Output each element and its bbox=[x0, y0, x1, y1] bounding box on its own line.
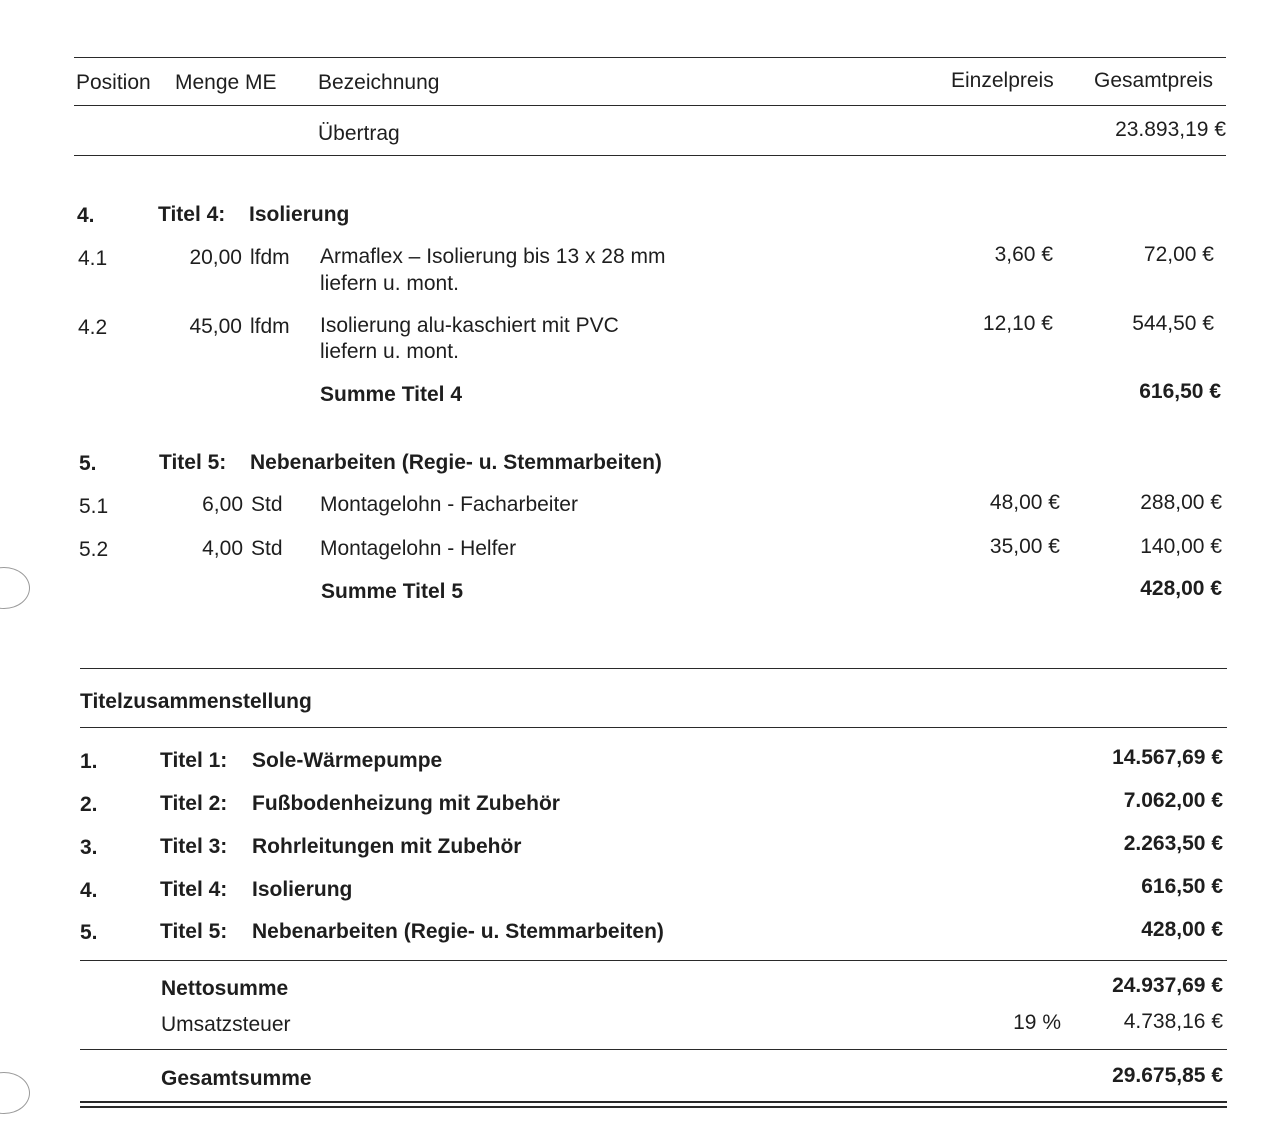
titel5-number: 5. bbox=[79, 452, 97, 475]
item-position: 4.2 bbox=[78, 316, 108, 339]
summary-row-amount: 7.062,00 € bbox=[1123, 789, 1223, 812]
summary-top-rule bbox=[80, 668, 1227, 669]
summary-row-name: Sole-Wärmepumpe bbox=[252, 749, 443, 772]
item-menge: 45,00 bbox=[189, 315, 242, 338]
summary-row-name: Isolierung bbox=[252, 878, 353, 901]
titel4-sum-amount: 616,50 € bbox=[1139, 380, 1221, 403]
item-gesamtpreis: 288,00 € bbox=[1140, 491, 1222, 514]
item-gesamtpreis: 140,00 € bbox=[1140, 535, 1222, 558]
titel5-sum-label: Summe Titel 5 bbox=[321, 580, 463, 603]
summary-row-amount: 616,50 € bbox=[1141, 875, 1223, 898]
item-menge: 20,00 bbox=[189, 246, 242, 269]
gesamt-amount: 29.675,85 € bbox=[1112, 1064, 1223, 1087]
ust-label: Umsatzsteuer bbox=[161, 1013, 291, 1036]
gesamt-top-rule bbox=[80, 1049, 1227, 1050]
punch-hole-mark bbox=[0, 567, 30, 609]
summary-row-name: Nebenarbeiten (Regie- u. Stemmarbeiten) bbox=[252, 920, 664, 943]
item-description: Montagelohn - Facharbeiter bbox=[320, 493, 578, 516]
item-me: Std bbox=[251, 493, 283, 516]
item-gesamtpreis: 72,00 € bbox=[1143, 243, 1214, 266]
uebertrag-rule bbox=[74, 155, 1226, 156]
uebertrag-label: Übertrag bbox=[318, 122, 400, 145]
netto-top-rule bbox=[80, 960, 1227, 961]
summary-row-label: Titel 4: bbox=[160, 878, 228, 901]
double-underline-top bbox=[80, 1101, 1227, 1103]
summary-row-label: Titel 2: bbox=[160, 792, 228, 815]
item-einzelpreis: 12,10 € bbox=[982, 312, 1053, 335]
col-header-position: Position bbox=[76, 71, 151, 94]
netto-label: Nettosumme bbox=[161, 977, 289, 1000]
item-description-line2: liefern u. mont. bbox=[320, 340, 459, 363]
summary-row-number: 2. bbox=[80, 793, 98, 816]
item-menge: 6,00 bbox=[202, 493, 243, 516]
summary-row-amount: 14.567,69 € bbox=[1112, 746, 1223, 769]
summary-row-amount: 428,00 € bbox=[1141, 918, 1223, 941]
uebertrag-amount: 23.893,19 € bbox=[1115, 118, 1226, 141]
titel5-label: Titel 5: bbox=[159, 451, 227, 474]
titel4-sum-label: Summe Titel 4 bbox=[320, 383, 462, 406]
col-header-menge-me: Menge ME bbox=[175, 71, 277, 94]
ust-amount: 4.738,16 € bbox=[1123, 1010, 1223, 1033]
item-position: 5.1 bbox=[79, 495, 109, 518]
titel4-name: Isolierung bbox=[249, 203, 350, 226]
item-me: Std bbox=[251, 537, 283, 560]
item-position: 5.2 bbox=[79, 538, 109, 561]
item-description: Isolierung alu-kaschiert mit PVC bbox=[320, 314, 619, 337]
titel5-sum-amount: 428,00 € bbox=[1140, 577, 1222, 600]
titel4-number: 4. bbox=[77, 204, 95, 227]
ust-rate: 19 % bbox=[1013, 1011, 1061, 1034]
item-menge: 4,00 bbox=[202, 537, 243, 560]
summary-heading: Titelzusammenstellung bbox=[80, 690, 312, 713]
punch-hole-mark bbox=[0, 1072, 30, 1114]
item-description: Armaflex – Isolierung bis 13 x 28 mm bbox=[320, 245, 666, 268]
summary-row-label: Titel 1: bbox=[160, 749, 228, 772]
summary-row-amount: 2.263,50 € bbox=[1123, 832, 1223, 855]
item-me: lfdm bbox=[250, 246, 290, 269]
item-einzelpreis: 48,00 € bbox=[989, 491, 1060, 514]
summary-row-number: 3. bbox=[80, 836, 98, 859]
item-description: Montagelohn - Helfer bbox=[320, 537, 517, 560]
gesamt-label: Gesamtsumme bbox=[161, 1067, 312, 1090]
summary-row-number: 1. bbox=[80, 750, 98, 773]
summary-row-number: 4. bbox=[80, 879, 98, 902]
header-bottom-rule bbox=[74, 105, 1226, 106]
col-header-bezeichnung: Bezeichnung bbox=[318, 71, 440, 94]
header-top-rule bbox=[74, 57, 1226, 58]
item-description-line2: liefern u. mont. bbox=[320, 272, 459, 295]
summary-row-label: Titel 5: bbox=[160, 920, 228, 943]
item-me: lfdm bbox=[250, 315, 290, 338]
summary-heading-rule bbox=[80, 727, 1227, 728]
titel4-label: Titel 4: bbox=[158, 203, 226, 226]
item-einzelpreis: 35,00 € bbox=[989, 535, 1060, 558]
item-gesamtpreis: 544,50 € bbox=[1132, 312, 1214, 335]
summary-row-name: Rohrleitungen mit Zubehör bbox=[252, 835, 522, 858]
item-einzelpreis: 3,60 € bbox=[994, 243, 1053, 266]
double-underline-bottom bbox=[80, 1106, 1227, 1108]
col-header-einzelpreis: Einzelpreis bbox=[951, 69, 1054, 92]
summary-row-label: Titel 3: bbox=[160, 835, 228, 858]
summary-row-number: 5. bbox=[80, 921, 98, 944]
summary-row-name: Fußbodenheizung mit Zubehör bbox=[252, 792, 560, 815]
col-header-gesamtpreis: Gesamtpreis bbox=[1094, 69, 1214, 92]
titel5-name: Nebenarbeiten (Regie- u. Stemmarbeiten) bbox=[250, 451, 662, 474]
item-position: 4.1 bbox=[78, 247, 108, 270]
netto-amount: 24.937,69 € bbox=[1112, 974, 1223, 997]
